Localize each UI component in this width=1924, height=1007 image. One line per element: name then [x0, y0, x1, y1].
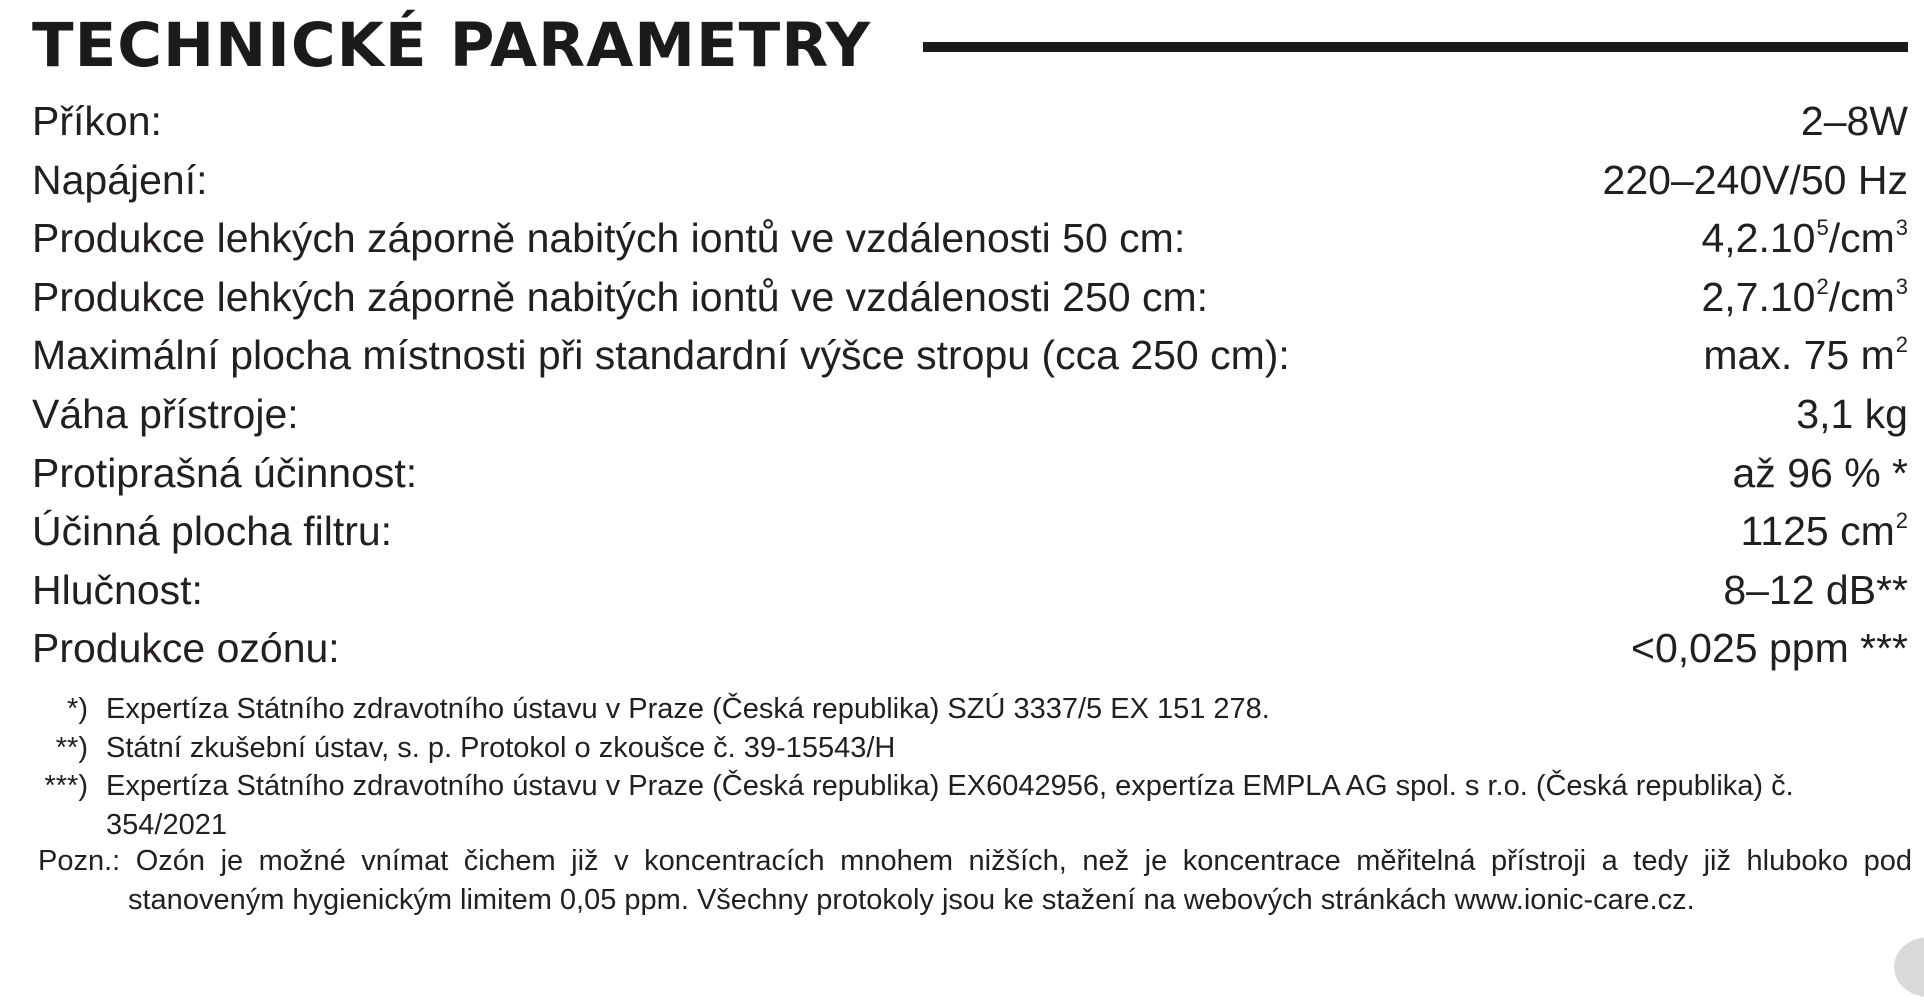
footnote-mark: ***) [44, 770, 88, 802]
title-divider [923, 42, 1908, 52]
param-row-room-area [32, 326, 1908, 385]
section-header [32, 6, 1908, 86]
footnote [32, 729, 1912, 768]
param-row-ions-250cm [32, 268, 1908, 327]
remark-note [32, 842, 1912, 920]
param-value: 220–240V/50 Hz [1602, 156, 1908, 203]
footnote-mark: **) [55, 731, 88, 764]
remark-body [32, 842, 1912, 920]
param-row-prikon [32, 92, 1908, 151]
footnote [32, 690, 1912, 729]
param-row-ions-50cm [32, 209, 1908, 268]
param-value: max. 75 $m^2$ [1703, 332, 1908, 379]
param-value: $4,2.10^5/cm^3$ [1701, 215, 1908, 262]
param-value: 2–8W [1800, 98, 1908, 144]
footnotes [32, 690, 1912, 844]
remark-line-1: Pozn.: Ozón je možné vnímat čichem již v koncentracích mnohem nižších, než je koncentrace měřitelná přístroji a tedy již hluboko pod [38, 845, 1913, 877]
param-value: 3,1 kg [1796, 390, 1908, 437]
param-row-ozone [32, 619, 1908, 678]
param-value: 8–12 dB** [1723, 566, 1908, 613]
param-row-filter-area [32, 502, 1908, 561]
section-title: TECHNICKÉ PARAMETRY [32, 10, 872, 81]
param-row-weight [32, 385, 1908, 444]
param-row-napajeni [32, 151, 1908, 210]
param-label: Produkce ozónu: [32, 625, 340, 672]
param-label: Napájení: [32, 156, 208, 203]
param-value: 1125 $cm^2$ [1740, 508, 1908, 555]
param-value: <0,025 ppm *** [1631, 625, 1908, 672]
footnote-text: Státní zkušební ústav, s. p. Protokol o zkoušce č. 39-15543/H [106, 731, 896, 764]
remark-label: Pozn.: [38, 845, 121, 877]
param-label: Účinná plocha filtru: [32, 508, 393, 555]
param-label: Protiprašná účinnost: [32, 449, 418, 496]
footnote-text: Expertíza Státního zdravotního ústavu v Praze (Česká republika) SZÚ 3337/5 EX 151 278. [106, 693, 1270, 725]
footnote-text: Expertíza Státního zdravotního ústavu v Praze (Česká republika) EX6042956, expertíza EMPLA AG spol. s r.o. (Česká republika) č. 354/2021 [106, 770, 1794, 841]
param-value: $2,7.10^2/cm^3$ [1701, 273, 1908, 320]
param-label: Maximální plocha místnosti při standardní výšce stropu (cca 250 cm): [32, 332, 1290, 379]
param-label: Produkce lehkých záporně nabitých iontů ve vzdálenosti 250 cm: [32, 273, 1209, 320]
param-label: Hlučnost: [32, 566, 203, 613]
param-label: Produkce lehkých záporně nabitých iontů ve vzdálenosti 50 cm: [32, 215, 1186, 262]
remark-line-2: stanoveným hygienickým limitem 0,05 ppm. Všechny protokoly jsou ke stažení na webových stránkách www.ionic-care.cz. [128, 884, 1695, 916]
parameters-list [32, 92, 1908, 678]
param-label: Váha přístroje: [32, 390, 299, 437]
param-row-noise [32, 561, 1908, 620]
footnote-mark: *) [67, 693, 88, 725]
page-corner-decoration [1894, 937, 1924, 997]
param-row-dust-efficiency [32, 444, 1908, 503]
param-value: až 96 % * [1732, 449, 1908, 496]
footnote [32, 767, 1912, 844]
param-label: Příkon: [32, 98, 162, 144]
